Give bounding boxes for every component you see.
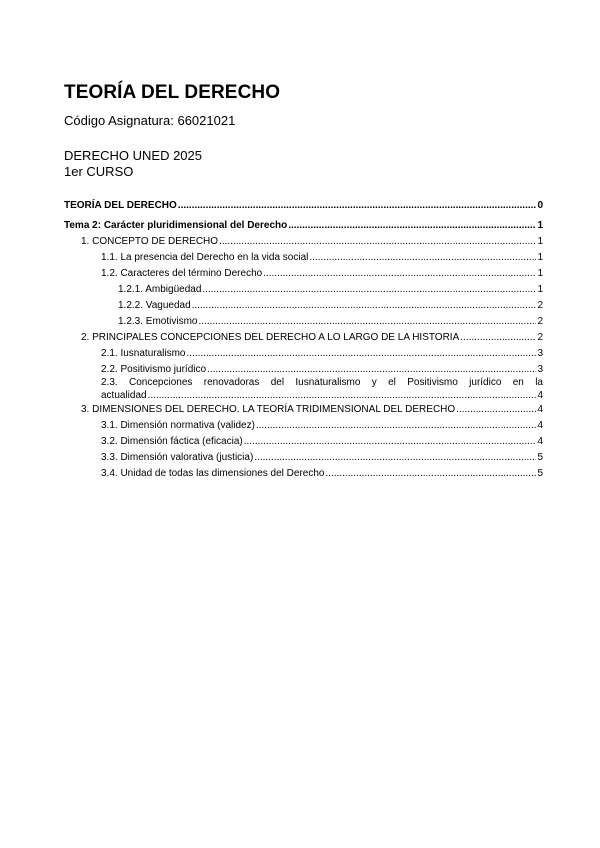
toc-entry-label: 3.2. Dimensión fáctica (eficacia) xyxy=(101,436,243,447)
toc-entry-label: 1.2.2. Vaguedad xyxy=(118,300,191,311)
toc-leader xyxy=(244,436,537,448)
course-code: Código Asignatura: 66021021 xyxy=(64,113,236,128)
toc-page-number: 1 xyxy=(537,252,543,263)
toc-entry-label: 1.2.3. Emotivismo xyxy=(118,316,198,327)
toc-entry-label: 2.3. Concepciones renovadoras del Iusnaturalismo y el Positivismo jurídico en la xyxy=(101,377,543,388)
toc-entry-label: 1. CONCEPTO DE DERECHO xyxy=(81,236,219,247)
toc-page-number: 4 xyxy=(537,436,543,447)
toc-entry[interactable] xyxy=(101,376,543,402)
toc-page-number: 1 xyxy=(537,268,543,279)
toc-page-number: 4 xyxy=(537,390,543,401)
toc-leader xyxy=(254,452,536,464)
toc-leader xyxy=(192,300,537,312)
toc-entry-label: 2. PRINCIPALES CONCEPCIONES DEL DERECHO A LO LARGO DE LA HISTORIA xyxy=(81,332,460,343)
toc-entry-label: TEORÍA DEL DERECHO xyxy=(64,200,177,211)
toc-page-number: 4 xyxy=(537,404,543,415)
toc-entry[interactable] xyxy=(64,200,543,212)
toc-entry-label: 1.2.1. Ambigüedad xyxy=(118,284,202,295)
toc-page-number: 1 xyxy=(537,284,543,295)
toc-entry[interactable] xyxy=(101,436,543,448)
toc-page-number: 2 xyxy=(537,300,543,311)
toc-page-number: 1 xyxy=(537,220,543,231)
toc-entry-label: 3. DIMENSIONES DEL DERECHO. LA TEORÍA TRIDIMENSIONAL DEL DERECHO xyxy=(81,404,456,415)
toc-entry[interactable] xyxy=(101,468,543,480)
toc-leader xyxy=(256,420,536,432)
toc-page-number: 4 xyxy=(537,420,543,431)
toc-leader xyxy=(263,268,536,280)
toc-entry-label: 2.2. Positivismo jurídico xyxy=(101,364,207,375)
toc-leader xyxy=(325,468,536,480)
toc-leader xyxy=(460,332,536,344)
toc-page-number: 5 xyxy=(537,468,543,479)
document-title: TEORÍA DEL DERECHO xyxy=(64,82,281,103)
toc-entry[interactable] xyxy=(81,332,543,344)
toc-entry[interactable] xyxy=(81,404,543,416)
toc-leader xyxy=(288,220,536,232)
toc-entry-label: 3.3. Dimensión valorativa (justicia) xyxy=(101,452,254,463)
toc-leader xyxy=(219,236,536,248)
toc-entry[interactable] xyxy=(118,316,543,328)
toc-page-number: 1 xyxy=(537,236,543,247)
toc-entry[interactable] xyxy=(101,364,543,376)
toc-entry[interactable] xyxy=(101,348,543,360)
toc-leader xyxy=(456,404,536,416)
toc-entry[interactable] xyxy=(101,420,543,432)
toc-entry[interactable] xyxy=(101,268,543,280)
toc-page-number: 2 xyxy=(537,316,543,327)
toc-entry[interactable] xyxy=(101,452,543,464)
toc-leader xyxy=(187,348,537,360)
toc-page-number: 3 xyxy=(537,364,543,375)
toc-leader xyxy=(198,316,536,328)
toc-entry-label-continuation: actualidad xyxy=(101,390,147,401)
toc-entry[interactable] xyxy=(81,236,543,248)
toc-page-number: 0 xyxy=(537,200,543,211)
toc-page-number: 5 xyxy=(537,452,543,463)
toc-leader xyxy=(202,284,536,296)
degree-year: DERECHO UNED 2025 xyxy=(64,148,202,163)
toc-leader xyxy=(309,252,536,264)
toc-entry[interactable] xyxy=(101,252,543,264)
toc-leader xyxy=(207,364,536,376)
toc-page-number: 2 xyxy=(537,332,543,343)
toc-entry[interactable] xyxy=(118,300,543,312)
toc-entry-label: Tema 2: Carácter pluridimensional del Derecho xyxy=(64,220,288,231)
toc-page-number: 3 xyxy=(537,348,543,359)
toc-entry-label: 3.1. Dimensión normativa (validez) xyxy=(101,420,255,431)
toc-entry[interactable] xyxy=(64,220,543,232)
course-level: 1er CURSO xyxy=(64,164,134,179)
toc-leader xyxy=(178,200,537,212)
toc-entry[interactable] xyxy=(118,284,543,296)
toc-leader xyxy=(148,389,537,402)
toc-entry-label: 1.1. La presencia del Derecho en la vida social xyxy=(101,252,309,263)
toc-entry-label: 3.4. Unidad de todas las dimensiones del Derecho xyxy=(101,468,325,479)
toc-entry-label: 1.2. Caracteres del término Derecho xyxy=(101,268,263,279)
toc-entry-label: 2.1. Iusnaturalismo xyxy=(101,348,186,359)
